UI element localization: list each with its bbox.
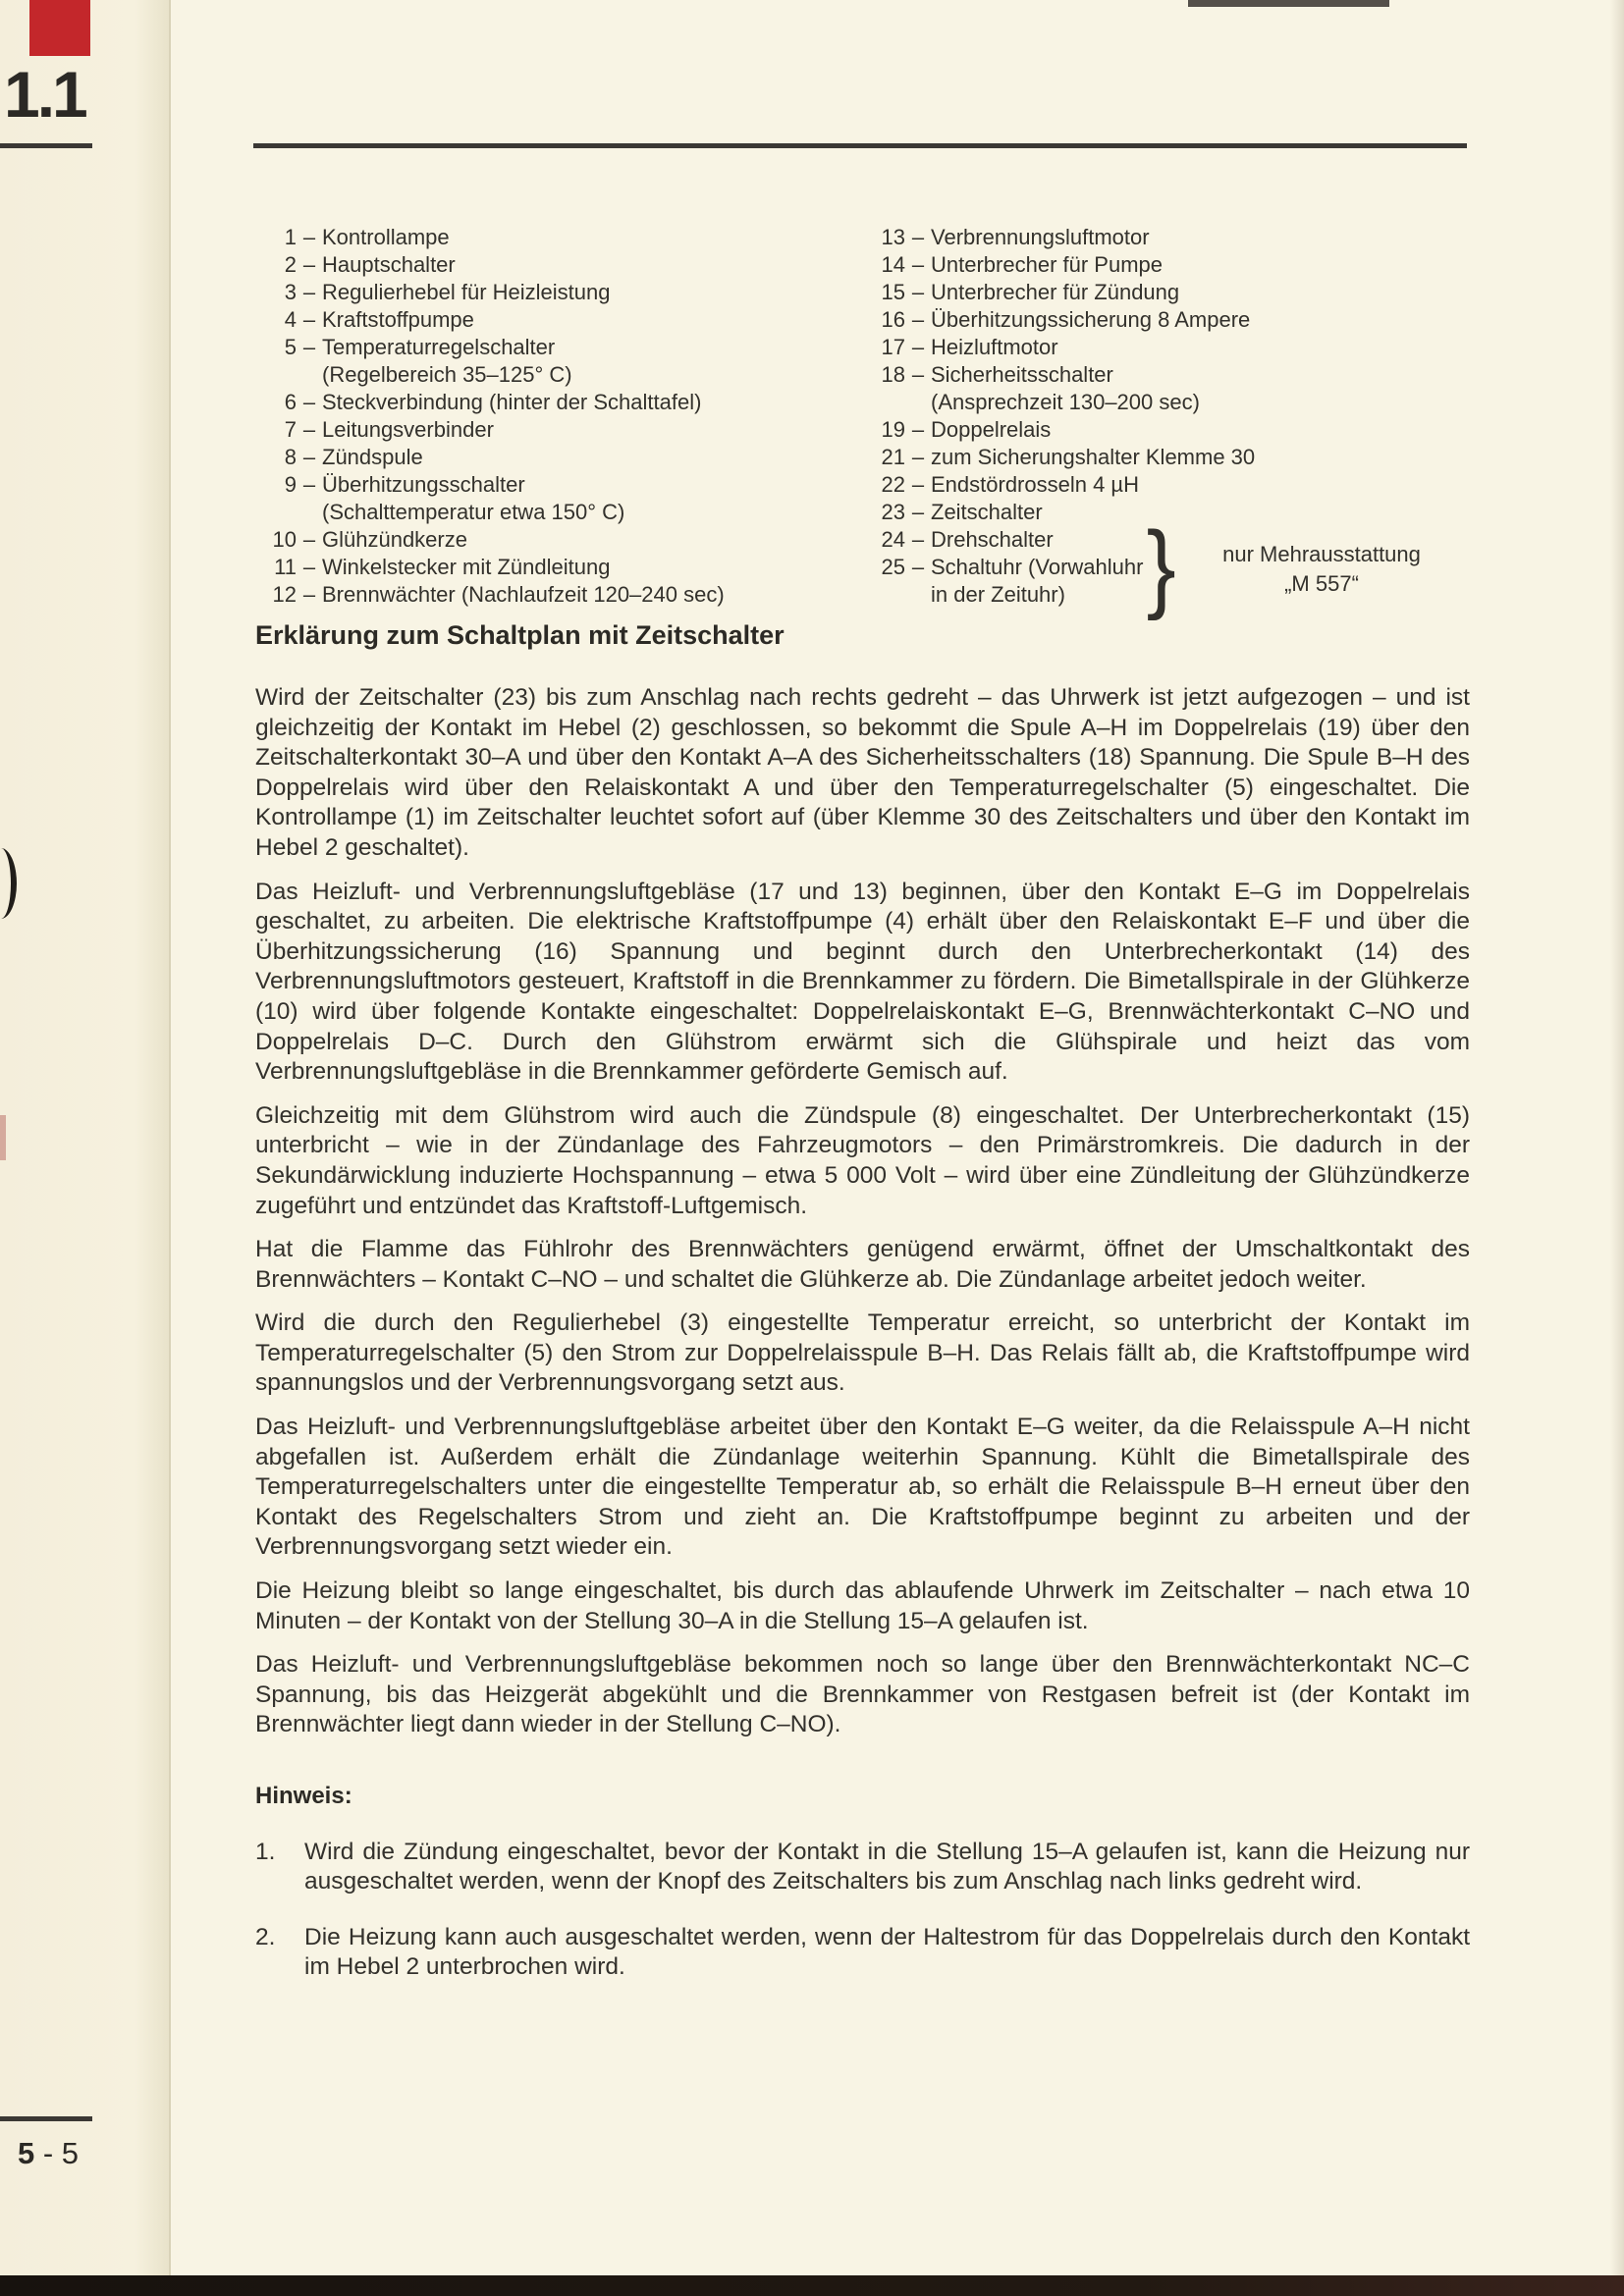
legend-item — [263, 389, 864, 416]
note-item — [255, 1923, 1470, 1983]
legend-item-number: 16 — [881, 307, 905, 332]
legend-item-number: 3 — [284, 280, 297, 304]
legend-item — [263, 306, 864, 334]
note-item — [255, 1838, 1470, 1897]
legend-item-number: 1 — [284, 225, 297, 249]
legend-item-number: 13 — [881, 225, 905, 249]
body-paragraph: Wird die durch den Regulierhebel (3) eingestellte Temperatur erreicht, so unterbricht der Kontakt im Temperaturregelschalter (5) den Strom zur Doppelrelaisspule B–H. Das Relais fällt ab, die Kraftstoffpumpe wird spannungslos und der Verbrennungsvorgang setzt aus. — [255, 1309, 1470, 1397]
legend-item-label: Zeitschalter — [931, 500, 1043, 524]
legend-item — [263, 554, 864, 581]
section-tab-rule — [0, 143, 92, 148]
legend-item — [872, 224, 1500, 251]
legend-item-number: 11 — [274, 555, 297, 579]
legend-item-number: 7 — [284, 417, 297, 442]
legend-item-label: Hauptschalter — [322, 252, 456, 277]
legend-brace-note — [1188, 540, 1455, 599]
legend-item-label: Endstördrosseln 4 µH — [931, 472, 1139, 497]
legend-item-number: 17 — [881, 335, 905, 359]
legend-item — [872, 251, 1500, 279]
page-right-edge-shadow — [1610, 0, 1624, 2296]
legend-item-label: Heizluftmotor — [931, 335, 1058, 359]
paragraph-list — [255, 683, 1470, 1740]
legend-item-number: 19 — [881, 417, 905, 442]
header-rule — [253, 143, 1467, 148]
legend-item-label: Zündspule — [322, 445, 423, 469]
legend-item — [263, 444, 864, 471]
body-paragraph: Gleichzeitig mit dem Glühstrom wird auch die Zündspule (8) eingeschaltet. Der Unterbrecherkontakt (15) unterbricht – wie in der Zündanlage des Fahrzeugmotors – den Primärstromkreis. Die dadurch in der Sekundärwicklung induzierte Hochspannung – etwa 5 000 Volt – wird über eine Zündleitung der Glühzündkerze zugeführt und entzündet das Kraftstoff-Luftgemisch. — [255, 1101, 1470, 1219]
legend-item — [872, 334, 1500, 361]
page-number — [18, 2136, 79, 2171]
legend-item-dash: – — [911, 252, 925, 277]
legend-column-right — [872, 224, 1500, 621]
legend-item — [263, 334, 864, 389]
legend-item-label: Unterbrecher für Zündung — [931, 280, 1180, 304]
note-heading: Hinweis: — [255, 1783, 352, 1809]
note-item-number: 2. — [255, 1923, 276, 1950]
legend-item-note: (Ansprechzeit 130–200 sec) — [931, 390, 1200, 414]
legend-item-number: 15 — [881, 280, 905, 304]
legend-item-dash: – — [911, 335, 925, 359]
legend-item-dash: – — [911, 307, 925, 332]
brace-note-line1: nur Mehrausstattung — [1222, 542, 1421, 566]
legend-item-number: 8 — [284, 445, 297, 469]
legend-item-number: 24 — [881, 527, 905, 552]
legend-item-label: Verbrennungsluftmotor — [931, 225, 1150, 249]
body-paragraph: Das Heizluft- und Verbrennungsluftgebläse arbeitet über den Kontakt E–G weiter, da die Relaisspule A–H nicht abgefallen ist. Außerdem erhält die Zündanlage weiterhin Spannung. Kühlt die Bimetallspirale des Temperaturregelschalters unter die eingestellte Temperatur ab, so erhält die Relaisspule B–H erneut über den Kontakt des Regelschalters Strom und zieht an. Die Kraftstoffpumpe beginnt zu arbeiten und der Verbrennungsvorgang setzt wieder ein. — [255, 1414, 1470, 1561]
section-number: 1.1 — [4, 58, 85, 131]
legend-item-label: Regulierhebel für Heizleistung — [322, 280, 611, 304]
legend-item-dash: – — [911, 362, 925, 387]
body-paragraph: Das Heizluft- und Verbrennungsluftgebläse bekommen noch so lange über den Brennwächterkontakt NC–C Spannung, bis das Heizgerät abgekühlt und die Brennkammer von Restgasen befreit ist (der Kontakt im Brennwächter liegt dann wieder in der Stellung C–NO). — [255, 1651, 1470, 1738]
left-margin-strip — [0, 0, 171, 2296]
note-item-text: Wird die Zündung eingeschaltet, bevor der Kontakt in die Stellung 15–A gelaufen ist, kann die Heizung nur ausgeschaltet werden, wenn der Knopf des Zeitschalters bis zum Anschlag nach links gedreht wird. — [304, 1838, 1470, 1896]
legend-item — [263, 526, 864, 554]
legend-item-number: 6 — [284, 390, 297, 414]
legend-item-dash: – — [911, 555, 925, 579]
body-paragraph: Hat die Flamme das Fühlrohr des Brennwächters genügend erwärmt, öffnet der Umschaltkontakt des Brennwächters – Kontakt C–NO – und schaltet die Glühkerze ab. Die Zündanlage arbeitet jedoch weiter. — [255, 1236, 1470, 1293]
page-number-group: 5 — [18, 2136, 35, 2170]
legend-item-dash: – — [302, 307, 316, 332]
legend-item — [263, 251, 864, 279]
legend-item-number: 18 — [881, 362, 905, 387]
legend-item-label: Steckverbindung (hinter der Schalttafel) — [322, 390, 702, 414]
legend-item-label: Temperaturregelschalter (Regelbereich 35–125° C) — [322, 334, 864, 389]
legend-item-number: 14 — [881, 252, 905, 277]
legend-item-label: Leitungsverbinder — [322, 417, 494, 442]
legend-item-dash: – — [302, 472, 316, 497]
article-heading: Erklärung zum Schaltplan mit Zeitschalter — [255, 620, 785, 650]
legend-item-dash: – — [302, 280, 316, 304]
legend-item-number: 25 — [881, 555, 905, 579]
legend-item-dash: – — [911, 417, 925, 442]
legend-brace: } — [1146, 511, 1176, 621]
legend-item-dash: – — [911, 472, 925, 497]
legend-item-dash: – — [302, 335, 316, 359]
scan-bottom-edge-artifact — [0, 2275, 1624, 2296]
legend-item-dash: – — [911, 500, 925, 524]
legend-item-label: Glühzündkerze — [322, 527, 467, 552]
legend-item-label: Doppelrelais — [931, 417, 1052, 442]
legend-item-dash: – — [302, 225, 316, 249]
legend-item — [872, 279, 1500, 306]
legend-item-label: Überhitzungsschalter (Schalttemperatur etwa 150° C) — [322, 471, 864, 526]
legend-item-number: 2 — [284, 252, 297, 277]
legend-item-dash: – — [302, 445, 316, 469]
legend-item-number: 21 — [881, 445, 905, 469]
page-number-page: - 5 — [34, 2136, 80, 2170]
legend-item — [872, 471, 1500, 499]
legend-item-dash: – — [302, 252, 316, 277]
legend-item-number: 4 — [284, 307, 297, 332]
legend-item-label: Winkelstecker mit Zündleitung — [322, 555, 611, 579]
legend-item-note: (Regelbereich 35–125° C) — [322, 362, 572, 387]
legend-column-left — [263, 224, 864, 609]
legend-item-dash: – — [911, 527, 925, 552]
body-paragraph: Das Heizluft- und Verbrennungsluftgebläse (17 und 13) beginnen, über den Kontakt E–G im Doppelrelais geschaltet, zu arbeiten. Die elektrische Kraftstoffpumpe (4) erhält über den Relaiskontakt E–F und über die Überhitzungssicherung (16) Spannung und beginnt durch den Unterbrecherkontakt (14) des Verbrennungsluftmotors gesteuert, Kraftstoff in die Brennkammer zu fördern. Die Bimetallspirale in der Glühkerze (10) wird über folgende Kontakte eingeschaltet: Doppelrelaiskontakt E–G, Brennwächterkontakt C–NO und Doppelrelais D–C. Durch den Glühstrom erwärmt sich die Glühspirale und heizt das vom Verbrennungsluftgebläse in die Brennkammer geförderte Gemisch auf. — [255, 878, 1470, 1086]
legend-item-dash: – — [302, 527, 316, 552]
legend-item-dash: – — [911, 445, 925, 469]
legend-item — [872, 416, 1500, 444]
legend-item — [263, 416, 864, 444]
legend-item-number: 12 — [272, 582, 297, 607]
legend-item-number: 5 — [284, 335, 297, 359]
legend-item-label: Brennwächter (Nachlaufzeit 120–240 sec) — [322, 582, 725, 607]
legend-item-label: Drehschalter — [931, 527, 1054, 552]
legend-item — [872, 499, 1500, 526]
scan-top-edge-artifact — [1188, 0, 1389, 7]
legend-item-dash: – — [302, 555, 316, 579]
brace-note-line2: „M 557“ — [1284, 571, 1359, 596]
legend-item — [872, 361, 1500, 416]
legend-item-number: 23 — [881, 500, 905, 524]
legend-item-number: 22 — [881, 472, 905, 497]
legend-item-label: Sicherheitsschalter (Ansprechzeit 130–200 sec) — [931, 361, 1500, 416]
article-body — [255, 683, 1470, 2008]
legend-item-label: Schaltuhr (Vorwahluhr in der Zeituhr) — [931, 554, 1500, 609]
legend-item-label: Kraftstoffpumpe — [322, 307, 474, 332]
legend-item — [263, 581, 864, 609]
legend-item — [872, 444, 1500, 471]
legend-item-dash: – — [302, 390, 316, 414]
legend-item — [872, 306, 1500, 334]
legend-item-note: in der Zeituhr) — [931, 582, 1065, 607]
legend-item-dash: – — [911, 280, 925, 304]
legend-item-number: 9 — [284, 472, 297, 497]
legend-item — [263, 471, 864, 526]
legend-item-note: (Schalttemperatur etwa 150° C) — [322, 500, 625, 524]
legend-item-label: Kontrollampe — [322, 225, 450, 249]
legend-item-number: 10 — [272, 527, 297, 552]
legend-item-label: Überhitzungssicherung 8 Ampere — [931, 307, 1251, 332]
legend-item-dash: – — [302, 417, 316, 442]
footer-rule — [0, 2116, 92, 2121]
note-item-text: Die Heizung kann auch ausgeschaltet werden, wenn der Haltestrom für das Doppelrelais durch den Kontakt im Hebel 2 unterbrochen wird. — [304, 1923, 1470, 1981]
red-section-tab — [29, 0, 90, 56]
body-paragraph: Die Heizung bleibt so lange eingeschaltet, bis durch das ablaufende Uhrwerk im Zeitschalter – nach etwa 10 Minuten – der Kontakt von der Stellung 30–A in die Stellung 15–A gelaufen ist. — [255, 1577, 1470, 1634]
legend-item-dash: – — [911, 225, 925, 249]
legend-item — [263, 279, 864, 306]
scan-streak-artifact — [0, 1115, 6, 1160]
note-item-number: 1. — [255, 1838, 276, 1865]
legend-item — [263, 224, 864, 251]
note-list — [255, 1838, 1470, 1983]
body-paragraph: Wird der Zeitschalter (23) bis zum Anschlag nach rechts gedreht – das Uhrwerk ist jetzt aufgezogen – und ist gleichzeitig der Kontakt im Hebel (2) geschlossen, so bekommt die Spule A–H im Doppelrelais (19) über den Zeitschalterkontakt 30–A und über den Kontakt A–A des Sicherheitsschalters (18) Spannung. Die Spule B–H des Doppelrelais wird über den Relaiskontakt A und über den Temperaturregelschalter (5) eingeschaltet. Die Kontrollampe (1) im Zeitschalter leuchtet sofort auf (über Klemme 30 des Zeitschalters und über den Kontakt im Hebel 2 geschaltet). — [255, 684, 1470, 861]
legend-item-dash: – — [302, 582, 316, 607]
legend-item-label: Unterbrecher für Pumpe — [931, 252, 1163, 277]
legend-item-label: zum Sicherungshalter Klemme 30 — [931, 445, 1256, 469]
